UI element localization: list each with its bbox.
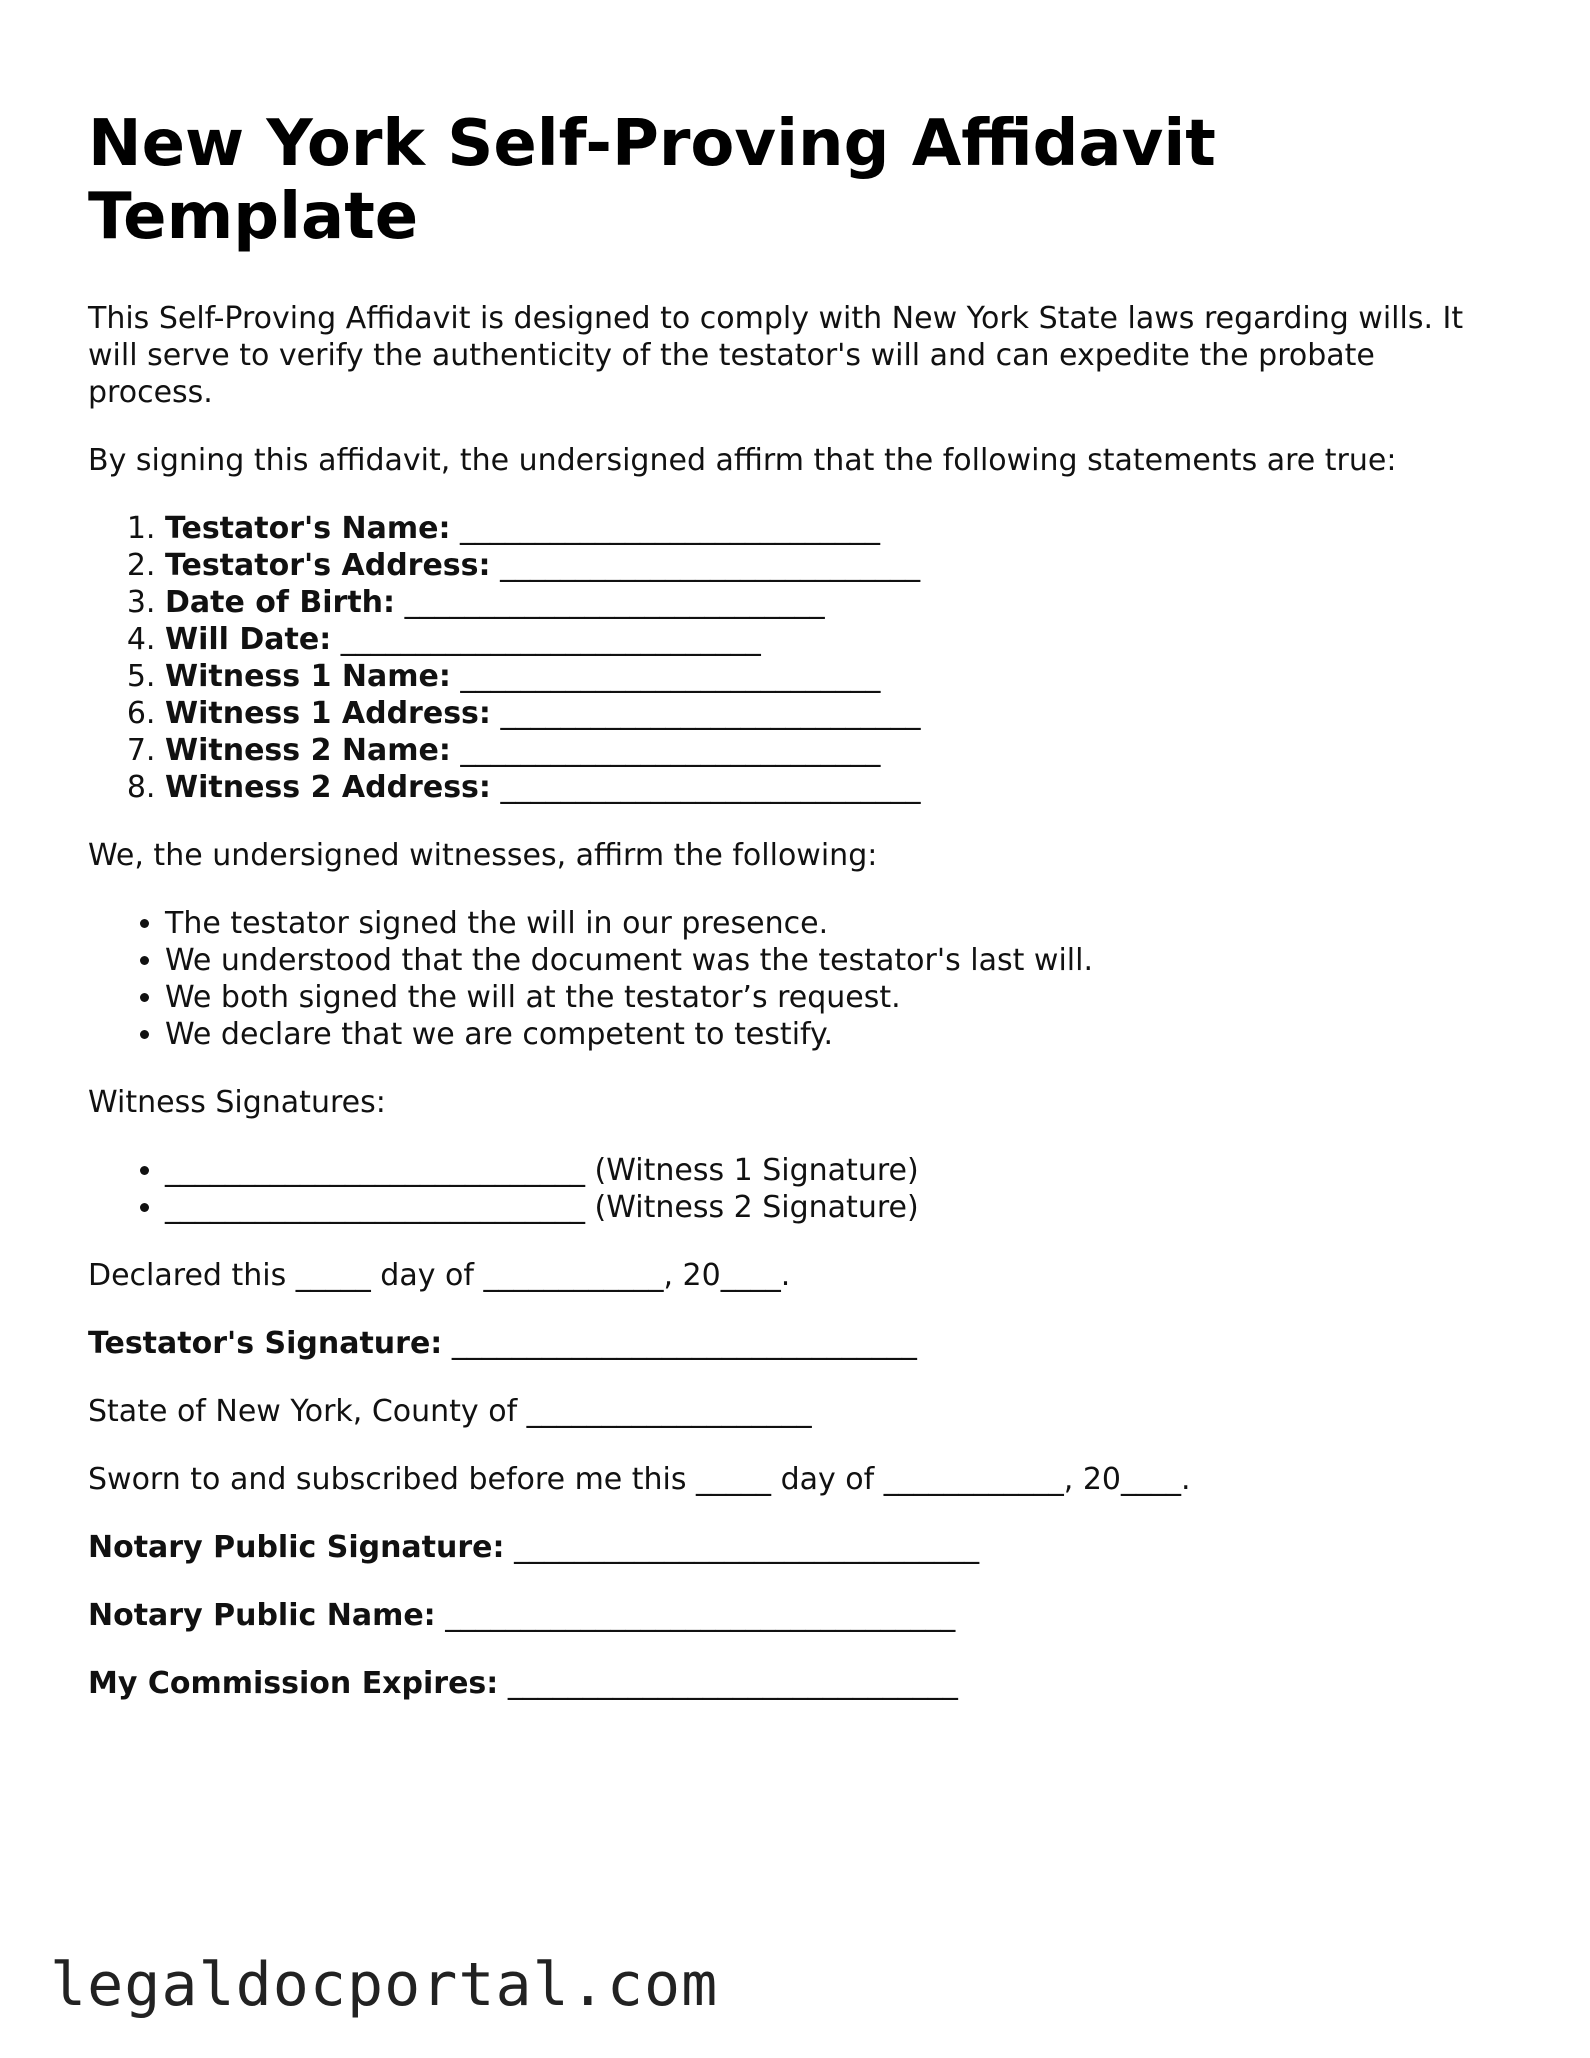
witness-signatures-label: Witness Signatures: xyxy=(88,1085,386,1120)
document-title: New York Self-Proving Affidavit Template xyxy=(88,107,1216,254)
field-label: Notary Public Signature: xyxy=(88,1530,505,1565)
affidavit-fields-list xyxy=(88,510,1508,806)
blank-line: ____________________________ xyxy=(165,1153,585,1188)
commission-expires-line xyxy=(88,1665,1508,1702)
field-label: Testator's Signature: xyxy=(88,1326,443,1361)
blank-line: ____________________________ xyxy=(340,622,761,657)
witness-statements-list xyxy=(88,905,1508,1053)
witness-signatures-list xyxy=(88,1152,1508,1226)
field-label: Witness 2 Name: xyxy=(165,733,451,768)
blank-line: _______________________________ xyxy=(451,1326,917,1361)
field-label: Witness 1 Name: xyxy=(165,659,451,694)
field-label: Witness 1 Address: xyxy=(165,696,491,731)
blank-line: ____________________________ xyxy=(460,733,881,768)
sworn-line: Sworn to and subscribed before me this _____ day of ____________, 20____. xyxy=(88,1462,1191,1497)
blank-line: _______________________________ xyxy=(514,1530,980,1565)
declared-date-line: Declared this _____ day of ____________, 20____. xyxy=(88,1258,791,1293)
intro-paragraph: This Self-Proving Affidavit is designed to comply with New York State laws regarding wills. It will serve to verify the authenticity of the testator's will and can expedite the probate process. xyxy=(88,301,1464,410)
field-label: My Commission Expires: xyxy=(88,1666,499,1701)
witness-intro: We, the undersigned witnesses, affirm the following: xyxy=(88,838,878,873)
blank-line: ____________________________ xyxy=(500,548,921,583)
notary-signature-line xyxy=(88,1529,1508,1566)
document-page xyxy=(88,108,1508,1733)
field-witness-1-address xyxy=(165,695,1508,732)
blank-line: __________________________________ xyxy=(445,1598,956,1633)
list-item: • We declare that we are competent to testify. xyxy=(165,1016,1508,1053)
notary-name-line xyxy=(88,1597,1508,1634)
field-label: Testator's Name: xyxy=(165,511,451,546)
field-witness-2-address xyxy=(165,769,1508,806)
field-witness-1-name xyxy=(165,658,1508,695)
field-label: Testator's Address: xyxy=(165,548,491,583)
witness-2-signature xyxy=(165,1189,1508,1226)
field-testator-address xyxy=(165,547,1508,584)
blank-line: ____________________________ xyxy=(500,770,921,805)
field-label: Notary Public Name: xyxy=(88,1598,436,1633)
list-item: • The testator signed the will in our presence. xyxy=(165,905,1508,942)
field-witness-2-name xyxy=(165,732,1508,769)
blank-line: ______________________________ xyxy=(507,1666,958,1701)
watermark-footer: legaldocportal.com xyxy=(50,1950,719,2020)
blank-line: ____________________________ xyxy=(460,659,881,694)
blank-line: ____________________________ xyxy=(500,696,921,731)
field-testator-name xyxy=(165,510,1508,547)
blank-line: ____________________________ xyxy=(404,585,825,620)
field-date-of-birth xyxy=(165,584,1508,621)
field-will-date xyxy=(165,621,1508,658)
blank-line: ____________________________ xyxy=(460,511,881,546)
list-item: • We understood that the document was the testator's last will. xyxy=(165,942,1508,979)
field-label: Date of Birth: xyxy=(165,585,396,620)
signature-caption: (Witness 2 Signature) xyxy=(594,1190,919,1225)
witness-1-signature xyxy=(165,1152,1508,1189)
state-county-line: State of New York, County of ___________________ xyxy=(88,1394,812,1429)
affirm-intro: By signing this affidavit, the undersigned affirm that the following statements are true: xyxy=(88,443,1397,478)
testator-signature-line xyxy=(88,1325,1508,1362)
field-label: Will Date: xyxy=(165,622,332,657)
field-label: Witness 2 Address: xyxy=(165,770,491,805)
list-item: • We both signed the will at the testator’s request. xyxy=(165,979,1508,1016)
signature-caption: (Witness 1 Signature) xyxy=(594,1153,919,1188)
blank-line: ____________________________ xyxy=(165,1190,585,1225)
